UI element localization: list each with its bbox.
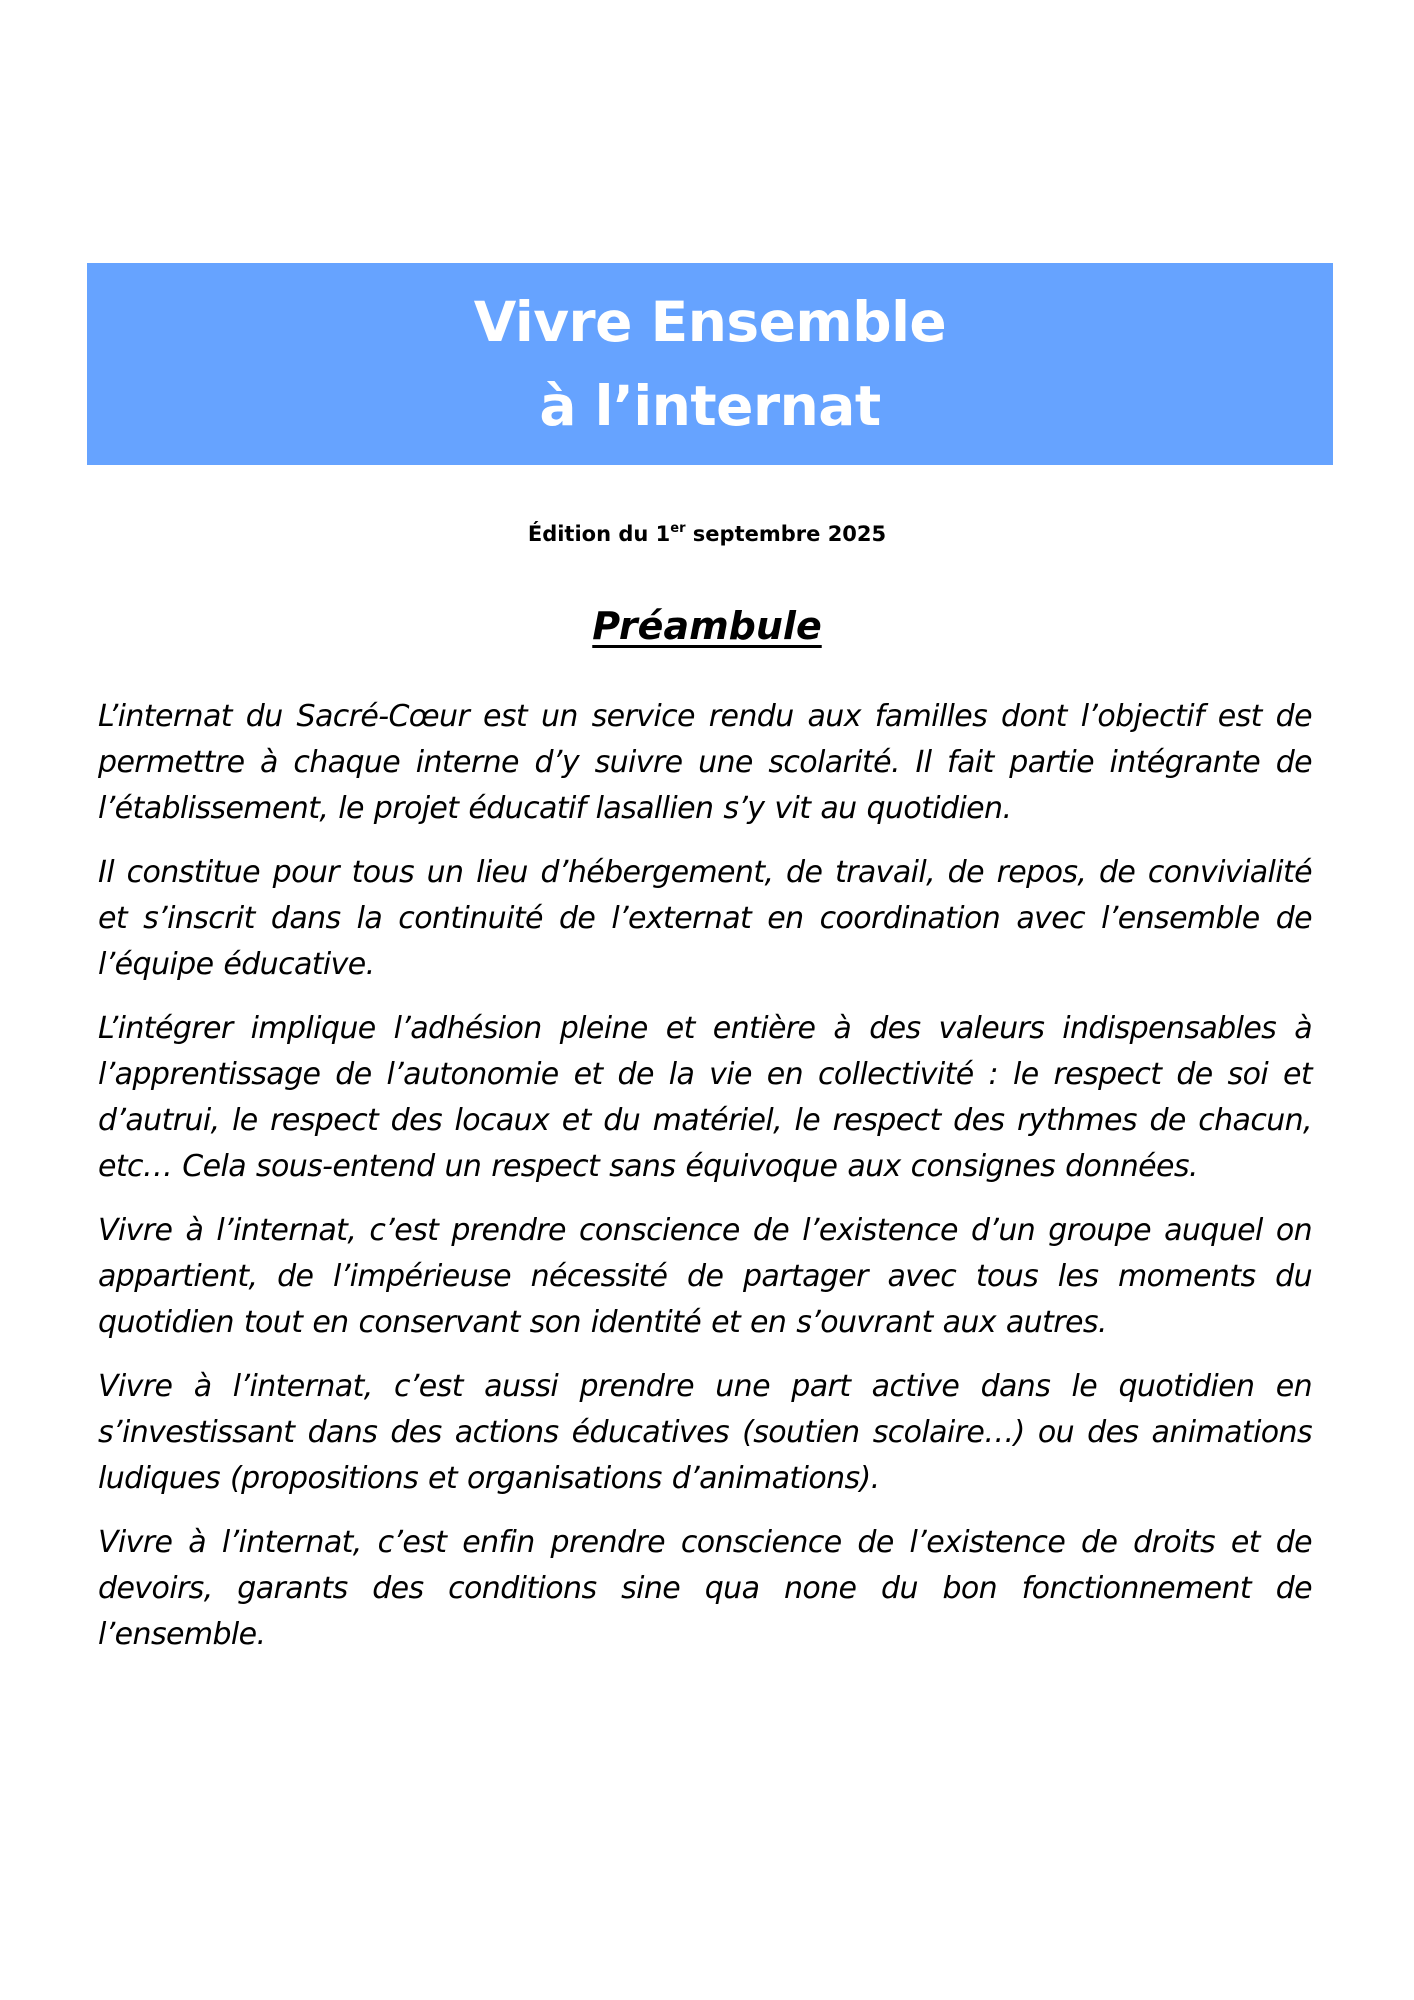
paragraph-4: Vivre à l’internat, c’est prendre conscience de l’existence d’un groupe auquel on appartient, de l’impérieuse nécessité de partager avec tous les moments du quotidien tout en conservant son identité et en s’ouvrant aux autres. [98, 1213, 1312, 1340]
paragraph-6: Vivre à l’internat, c’est enfin prendre conscience de l’existence de droits et de devoirs, garants des conditions sine qua none du bon fonctionnement de l’ensemble. [98, 1525, 1312, 1652]
paragraph-1: L’internat du Sacré-Cœur est un service rendu aux familles dont l’objectif est de permettre à chaque interne d’y suivre une scolarité. Il fait partie intégrante de l’établissement, le projet éducatif lasallien s’y vit au quotidien. [98, 699, 1312, 826]
preamble-body [98, 694, 1312, 1676]
title-line-2: à l’internat [539, 374, 881, 438]
paragraph-2: Il constitue pour tous un lieu d’hébergement, de travail, de repos, de convivialité et s’inscrit dans la continuité de l’externat en coordination avec l’ensemble de l’équipe éducative. [98, 855, 1312, 982]
title-banner [87, 263, 1333, 465]
edition-suffix: septembre 2025 [685, 522, 887, 546]
title-line-1: Vivre Ensemble [473, 290, 947, 354]
preamble-heading: Préambule [592, 604, 822, 648]
edition-date [0, 522, 1414, 546]
paragraph-3: L’intégrer implique l’adhésion pleine et entière à des valeurs indispensables à l’apprentissage de l’autonomie et de la vie en collectivité : le respect de soi et d’autrui, le respect des locaux et du matériel, le respect des rythmes de chacun, etc… Cela sous-entend un respect sans équivoque aux consignes données. [98, 1011, 1312, 1184]
edition-superscript: er [670, 521, 686, 536]
edition-prefix: Édition du 1 [527, 522, 671, 546]
paragraph-5: Vivre à l’internat, c’est aussi prendre une part active dans le quotidien en s’investissant dans des actions éducatives (soutien scolaire…) ou des animations ludiques (propositions et organisations d’animations). [98, 1369, 1312, 1496]
